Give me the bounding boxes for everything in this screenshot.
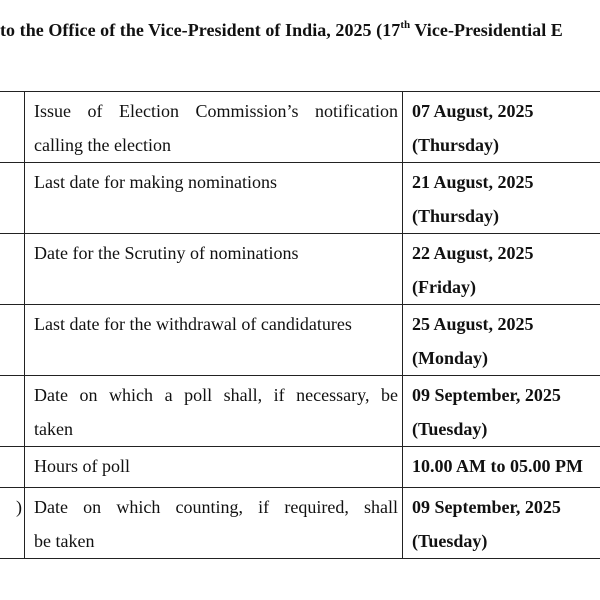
date-cell: [403, 488, 600, 559]
title-superscript: th: [400, 19, 411, 31]
date-cell: [403, 305, 600, 376]
day-text: (Thursday): [412, 135, 500, 155]
table-row: [0, 163, 600, 234]
date-text: 09 September, 2025: [412, 497, 561, 517]
day-text: (Thursday): [412, 206, 500, 226]
serial-cell: ): [0, 488, 25, 559]
serial-cell: [0, 305, 25, 376]
event-cell: [25, 234, 403, 305]
event-text-line: Issue of Election Commission’s notification: [34, 101, 398, 121]
table-row: [0, 305, 600, 376]
event-cell: [25, 305, 403, 376]
date-text: 25 August, 2025: [412, 314, 534, 334]
event-text-line: Last date for the withdrawal of candidatures: [34, 314, 352, 334]
date-text: 10.00 AM to 05.00 PM: [412, 456, 583, 476]
date-cell: [403, 163, 600, 234]
serial-cell: [0, 92, 25, 163]
date-cell: [403, 92, 600, 163]
event-text-line: calling the election: [34, 135, 171, 155]
event-cell: [25, 447, 403, 488]
date-cell: [403, 234, 600, 305]
event-text-line: Hours of poll: [34, 456, 130, 476]
date-cell: [403, 376, 600, 447]
serial-cell: [0, 163, 25, 234]
event-text-line: Date for the Scrutiny of nominations: [34, 243, 299, 263]
date-text: 09 September, 2025: [412, 385, 561, 405]
table-row: [0, 234, 600, 305]
table-row: [0, 92, 600, 163]
day-text: (Friday): [412, 277, 476, 297]
table-row: [0, 447, 600, 488]
serial-cell: [0, 447, 25, 488]
event-cell: [25, 163, 403, 234]
date-cell: [403, 447, 600, 488]
document-title: [0, 18, 563, 42]
table-row: [0, 376, 600, 447]
day-text: (Tuesday): [412, 531, 488, 551]
event-text-line: Date on which counting, if required, shall: [34, 497, 398, 517]
event-cell: [25, 92, 403, 163]
serial-cell: [0, 234, 25, 305]
date-text: 21 August, 2025: [412, 172, 534, 192]
day-text: (Tuesday): [412, 419, 488, 439]
title-prefix: to the Office of the Vice-President of India, 2025 (17: [0, 20, 401, 40]
day-text: (Monday): [412, 348, 488, 368]
election-schedule-table: [0, 91, 600, 559]
event-cell: [25, 376, 403, 447]
event-cell: [25, 488, 403, 559]
event-text-line: be taken: [34, 531, 95, 551]
date-text: 22 August, 2025: [412, 243, 534, 263]
event-text-line: Last date for making nominations: [34, 172, 277, 192]
title-suffix: Vice-Presidential E: [410, 20, 563, 40]
serial-cell: [0, 376, 25, 447]
table-row: [0, 488, 600, 559]
event-text-line: taken: [34, 419, 73, 439]
event-text-line: Date on which a poll shall, if necessary, be: [34, 385, 398, 405]
date-text: 07 August, 2025: [412, 101, 534, 121]
